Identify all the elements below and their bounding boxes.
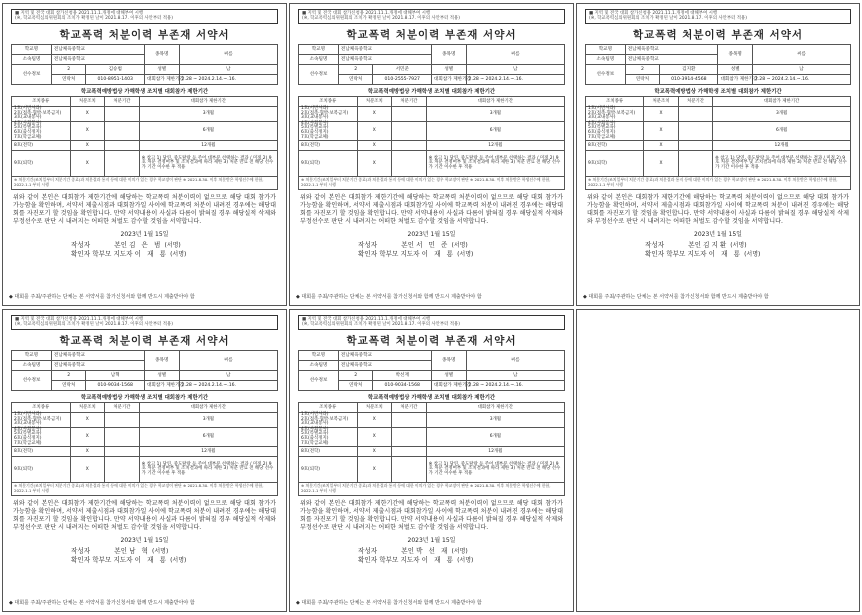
eligibility-value: 2.28 ~ 2024.2.14.~.16.: [466, 380, 564, 390]
confirm-line: 확인자 학부모 지도자 이 재 룡 (서명): [71, 556, 187, 565]
player-info-label: 선수정보: [12, 64, 52, 84]
school-label: 학교명: [299, 350, 339, 360]
limit-value-3: 12개월: [139, 141, 277, 151]
gender-value: 남: [752, 64, 850, 74]
limit-value-3: 12개월: [426, 141, 564, 151]
grade-value: 2: [51, 64, 86, 74]
document-title: 학교폭력 처분이력 부존재 서약서: [346, 334, 517, 347]
pledge-date: 2023년 1월 15일: [407, 230, 456, 238]
gender-label: 성별: [431, 64, 466, 74]
contact-value: 010-9034-1568: [86, 380, 145, 390]
limit-note: ※ 참고 1) 당연, 중도탈락 등 주어 대부분 선택하는 결과 / 미정 2) 9호 처분 결정여부 및 조치결과에 따라 제한 3) 처분 만료 전 해당 선수가 기간 이수한 후 적용: [713, 151, 851, 177]
limit-value-2: 6개월: [426, 121, 564, 140]
contact-value: 010-2555-7927: [373, 74, 432, 84]
player-name: 김지환: [660, 64, 718, 74]
contact-value: 010-8951-1403: [86, 74, 145, 84]
doc-card-3: [576, 3, 860, 306]
header-line-2: (※, 학교폭력심의위원회의 조치가 확정된 날이 2021.8.17. 이후의 사안부터 적용): [15, 16, 173, 22]
writer-line: 작성자 본인 김지환 (서명): [645, 240, 747, 249]
gender-value: 남: [179, 64, 277, 74]
signature-block: [11, 547, 278, 566]
table-footnote: ※ 처분기간(조치일부터 처분기간 종료)과 처분결과 통지 등에 대한 이의가 있는 경우 학교장이 판단 ※ 2021.8.30. 이후 처분받은 학생선수에 한함, 2022.1.1 부터 시행: [298, 483, 565, 495]
coach-signature: 이 재 룡: [134, 250, 168, 259]
grade-value: 2: [338, 64, 373, 74]
measure-row-9: 9호(퇴학): [299, 457, 358, 483]
limit-note: ※ 참고 1) 당연, 중도탈락 등 주어 대부분 선택하는 결과 / 미정 2) 9호 처분 결정여부 및 조치결과에 따라 제한 3) 처분 만료 전 해당 선수가 기간 이수한 후 적용: [139, 457, 277, 483]
player-info-table: [11, 44, 278, 85]
confirm-line: 확인자 학부모 지도자 이 재 룡 (서명): [358, 250, 474, 259]
measure-row-9: 9호(퇴학): [299, 151, 358, 177]
signature-block: [585, 241, 851, 260]
col-disposition: 처분조치: [644, 96, 678, 106]
player-name: 김승범: [86, 64, 145, 74]
school-label: 학교명: [586, 44, 626, 54]
affiliation-label: 소속팀명: [12, 54, 52, 64]
limit-table-title: 학교폭력예방법상 가해학생 조치별 대회참가 제한기간: [654, 88, 782, 95]
player-info-label: 선수정보: [299, 370, 339, 390]
measure-group-2: 4호(사회봉사) 5호(특별교육) 6호(출석정지) 7호(학급교체): [299, 121, 358, 140]
document-title: 학교폭력 처분이력 부존재 서약서: [633, 28, 803, 41]
submission-note: ◆ 대회를 주최/주관하는 단체는 본 서약서를 참가신청서와 함께 반드시 제출받아야 함: [9, 294, 195, 300]
sport-label: 종목명: [144, 44, 179, 64]
limit-value-1: 3개월: [713, 106, 851, 121]
grade-value: 2: [51, 370, 86, 380]
eligibility-value: 2.28 ~ 2024.2.14.~.16.: [179, 380, 277, 390]
submission-note: ◆ 대회를 주최/주관하는 단체는 본 서약서를 참가신청서와 함께 반드시 제출받아야 함: [583, 294, 769, 300]
submission-note: ◆ 대회를 주최/주관하는 단체는 본 서약서를 참가신청서와 함께 반드시 제출받아야 함: [9, 600, 195, 606]
limit-value-1: 3개월: [139, 412, 277, 427]
school-value: 전남체육중학교: [338, 44, 431, 54]
school-value: 전남체육중학교: [338, 350, 431, 360]
player-info-table: [298, 350, 565, 391]
contact-label: 연락처: [338, 74, 373, 84]
sport-value: 씨름: [466, 350, 564, 370]
gender-label: 성별: [144, 370, 179, 380]
limit-note: ※ 참고 1) 당연, 중도탈락 등 주어 대부분 선택하는 결과 / 미정 2) 9호 처분 결정여부 및 조치결과에 따라 제한 3) 처분 만료 전 해당 선수가 기간 이수한 후 적용: [426, 151, 564, 177]
player-info-table: [298, 44, 565, 85]
gender-value: 남: [179, 370, 277, 380]
confirm-line: 확인자 학부모 지도자 이 재 룡 (서명): [358, 556, 474, 565]
sport-label: 종목명: [431, 350, 466, 370]
confirm-line: 확인자 학부모 지도자 이 재 룡 (서명): [645, 250, 761, 259]
limit-value-1: 3개월: [426, 106, 564, 121]
limit-value-2: 6개월: [139, 427, 277, 446]
limit-value-1: 3개월: [426, 412, 564, 427]
coach-signature: 이 재 룡: [421, 556, 455, 565]
table-footnote: ※ 처분기간(조치일부터 처분기간 종료)과 처분결과 통지 등에 대한 이의가 있는 경우 학교장이 판단 ※ 2021.8.30. 이후 처분받은 학생선수에 한함, 2022.1.1 부터 시행: [11, 177, 278, 189]
measure-group-2: 4호(사회봉사) 5호(특별교육) 6호(출석정지) 7호(학급교체): [12, 427, 71, 446]
col-limit: 대회참가 제한기간: [426, 96, 564, 106]
player-info-table: [585, 44, 851, 85]
gender-value: 남: [466, 370, 564, 380]
disposition-mark-1: X: [357, 412, 392, 427]
contact-label: 연락처: [51, 380, 86, 390]
limit-table-title: 학교폭력예방법상 가해학생 조치별 대회참가 제한기간: [367, 394, 496, 401]
doc-card-4: [2, 309, 287, 612]
form-header: [11, 9, 278, 24]
player-info-label: 선수정보: [12, 370, 52, 390]
eligibility-label: 대회참가 제한기간: [144, 74, 179, 84]
pledge-date: 2023년 1월 15일: [407, 536, 456, 544]
school-value: 전남체육중학교: [625, 44, 718, 54]
document-title: 학교폭력 처분이력 부존재 서약서: [59, 28, 230, 41]
disposition-mark-4: X: [70, 457, 105, 483]
writer-signature: 남 혁: [129, 546, 150, 555]
header-line-1: ■ 지역 및 전국 대회 참가신청용 2021.11.1.개정에 대해부여 시행: [15, 317, 144, 322]
limit-value-2: 6개월: [713, 121, 851, 140]
header-line-1: ■ 지역 및 전국 대회 참가신청용 2021.11.1.개정에 대해부여 시행: [15, 11, 144, 16]
measure-group-2: 4호(사회봉사) 5호(특별교육) 6호(출석정지) 7호(학급교체): [299, 427, 358, 446]
col-measure: 조치종류: [586, 96, 644, 106]
header-line-1: ■ 지역 및 전국 대회 참가신청용 2021.11.1.개정에 대해부여 시행: [589, 11, 718, 16]
limit-value-3: 12개월: [426, 447, 564, 457]
disposition-mark-3: X: [70, 447, 105, 457]
col-measure: 조치종류: [299, 402, 358, 412]
limit-table: [298, 96, 565, 177]
pledge-body: 위와 같이 본인은 대회참가 제한기간에 해당하는 학교폭력 처분이력이 없으므로 해당 대회 참가가 가능함을 확인하며, 서약서 제출시점과 대회참가일 사이에 학교폭력 처분이 내려진 경우에는 해당대회를 자진포기 할 것임을 확인합니다. 만약 서약내용이 사실과 다름이 밝혀질 경우 해당실적 삭제와 부정선수로 판단 시 내려지는 어떠한 처벌도 감수할 것임을 서약합니다.: [300, 499, 563, 532]
col-disposition: 처분조치: [357, 402, 392, 412]
col-period: 처분기간: [105, 402, 140, 412]
table-footnote: ※ 처분기간(조치일부터 처분기간 종료)과 처분결과 통지 등에 대한 이의가 있는 경우 학교장이 판단 ※ 2021.8.30. 이후 처분받은 학생선수에 한함, 2022.1.1 부터 시행: [585, 177, 851, 189]
col-period: 처분기간: [392, 96, 427, 106]
limit-table: [11, 402, 278, 483]
player-info-label: 선수정보: [586, 64, 626, 84]
submission-note: ◆ 대회를 주최/주관하는 단체는 본 서약서를 참가신청서와 함께 반드시 제출받아야 함: [296, 600, 482, 606]
contact-value: 010-9034-1568: [373, 380, 432, 390]
sport-label: 종목명: [431, 44, 466, 64]
coach-signature: 이 재 룡: [421, 250, 455, 259]
measure-row-9: 9호(퇴학): [586, 151, 644, 177]
affiliation-label: 소속팀명: [299, 360, 339, 370]
document-title: 학교폭력 처분이력 부존재 서약서: [59, 334, 230, 347]
writer-signature: 박 선 재: [416, 546, 450, 555]
affiliation-value: 전남체육중학교: [625, 54, 718, 64]
disposition-mark-3: X: [70, 141, 105, 151]
sport-value: 씨름: [179, 44, 277, 64]
form-header: [298, 315, 565, 330]
gender-value: 남: [466, 64, 564, 74]
header-line-2: (※, 학교폭력심의위원회의 조치가 확정된 날이 2021.8.17. 이후의 사안부터 적용): [302, 322, 460, 328]
contact-label: 연락처: [51, 74, 86, 84]
disposition-mark-4: X: [357, 457, 392, 483]
player-info-label: 선수정보: [299, 64, 339, 84]
disposition-mark-4: X: [644, 151, 678, 177]
writer-signature: 김지환: [703, 240, 729, 249]
limit-table: [11, 96, 278, 177]
limit-table-title: 학교폭력예방법상 가해학생 조치별 대회참가 제한기간: [367, 88, 496, 95]
pledge-date: 2023년 1월 15일: [120, 230, 169, 238]
header-line-2: (※, 학교폭력심의위원회의 조치가 확정된 날이 2021.8.17. 이후의 사안부터 적용): [589, 16, 747, 22]
header-line-2: (※, 학교폭력심의위원회의 조치가 확정된 날이 2021.8.17. 이후의 사안부터 적용): [302, 16, 460, 22]
limit-value-2: 6개월: [426, 427, 564, 446]
limit-note: ※ 참고 1) 당연, 중도탈락 등 주어 대부분 선택하는 결과 / 미정 2) 9호 처분 결정여부 및 조치결과에 따라 제한 3) 처분 만료 전 해당 선수가 기간 이수한 후 적용: [139, 151, 277, 177]
sport-value: 씨름: [466, 44, 564, 64]
affiliation-value: 전남체육중학교: [51, 54, 144, 64]
writer-line: 작성자 본인 박 선 재 (서명): [358, 546, 468, 555]
measure-group-1: 1호(서면사과) 2호(접촉·협박·보복금지) 3호(교내봉사): [299, 106, 358, 121]
measure-group-2: 4호(사회봉사) 5호(특별교육) 6호(출석정지) 7호(학급교체): [586, 121, 644, 140]
form-header: [298, 9, 565, 24]
affiliation-value: 전남체육중학교: [338, 54, 431, 64]
pledge-document: [298, 315, 565, 566]
pledge-document: [298, 9, 565, 260]
affiliation-value: 전남체육중학교: [51, 360, 144, 370]
signature-block: [298, 547, 565, 566]
eligibility-value: 2.28 ~ 2024.2.14.~.16.: [466, 74, 564, 84]
coach-signature: 이 재 룡: [134, 556, 168, 565]
player-name: 남혁: [86, 370, 145, 380]
pledge-body: 위와 같이 본인은 대회참가 제한기간에 해당하는 학교폭력 처분이력이 없으므로 해당 대회 참가가 가능함을 확인하며, 서약서 제출시점과 대회참가일 사이에 학교폭력 처분이 내려진 경우에는 해당대회를 자진포기 할 것임을 확인합니다. 만약 서약내용이 사실과 다름이 밝혀질 경우 해당실적 삭제와 부정선수로 판단 시 내려지는 어떠한 처벌도 감수할 것임을 서약합니다.: [13, 193, 276, 226]
col-period: 처분기간: [678, 96, 712, 106]
limit-note: ※ 참고 1) 당연, 중도탈락 등 주어 대부분 선택하는 결과 / 미정 2) 9호 처분 결정여부 및 조치결과에 따라 제한 3) 처분 만료 전 해당 선수가 기간 이수한 후 적용: [426, 457, 564, 483]
disposition-mark-4: X: [70, 151, 105, 177]
disposition-mark-4: X: [357, 151, 392, 177]
measure-group-1: 1호(서면사과) 2호(접촉·협박·보복금지) 3호(교내봉사): [12, 106, 71, 121]
empty-card: [576, 309, 860, 612]
eligibility-label: 대회참가 제한기간: [718, 74, 752, 84]
eligibility-label: 대회참가 제한기간: [431, 74, 466, 84]
pledge-body: 위와 같이 본인은 대회참가 제한기간에 해당하는 학교폭력 처분이력이 없으므로 해당 대회 참가가 가능함을 확인하며, 서약서 제출시점과 대회참가일 사이에 학교폭력 처분이 내려진 경우에는 해당대회를 자진포기 할 것임을 확인합니다. 만약 서약내용이 사실과 다름이 밝혀질 경우 해당실적 삭제와 부정선수로 판단 시 내려지는 어떠한 처벌도 감수할 것임을 서약합니다.: [587, 193, 849, 226]
pledge-document: [585, 9, 851, 260]
player-name: 박선재: [373, 370, 432, 380]
signature-block: [11, 241, 278, 260]
limit-value-1: 3개월: [139, 106, 277, 121]
disposition-mark-2: X: [357, 427, 392, 446]
col-limit: 대회참가 제한기간: [713, 96, 851, 106]
header-line-1: ■ 지역 및 전국 대회 참가신청용 2021.11.1.개정에 대해부여 시행: [302, 11, 431, 16]
contact-value: 010-3914-4568: [660, 74, 718, 84]
school-label: 학교명: [299, 44, 339, 54]
player-info-table: [11, 350, 278, 391]
disposition-mark-2: X: [644, 121, 678, 140]
measure-row-9: 9호(퇴학): [12, 457, 71, 483]
gender-label: 성별: [718, 64, 752, 74]
form-header: [585, 9, 851, 24]
sport-label: 종목명: [718, 44, 752, 64]
col-limit: 대회참가 제한기간: [139, 402, 277, 412]
col-limit: 대회참가 제한기간: [139, 96, 277, 106]
eligibility-value: 2.28 ~ 2024.2.14.~.16.: [179, 74, 277, 84]
measure-group-1: 1호(서면사과) 2호(접촉·협박·보복금지) 3호(교내봉사): [299, 412, 358, 427]
submission-note: ◆ 대회를 주최/주관하는 단체는 본 서약서를 참가신청서와 함께 반드시 제출받아야 함: [296, 294, 482, 300]
limit-value-3: 12개월: [713, 141, 851, 151]
measure-group-2: 4호(사회봉사) 5호(특별교육) 6호(출석정지) 7호(학급교체): [12, 121, 71, 140]
sport-value: 씨름: [752, 44, 850, 64]
affiliation-label: 소속팀명: [299, 54, 339, 64]
contact-label: 연락처: [338, 380, 373, 390]
measure-row-8: 8호(전학): [299, 447, 358, 457]
affiliation-label: 소속팀명: [586, 54, 626, 64]
writer-line: 작성자 본인 남 혁 (서명): [71, 546, 169, 555]
disposition-mark-3: X: [357, 141, 392, 151]
pledge-date: 2023년 1월 15일: [120, 536, 169, 544]
pledge-body: 위와 같이 본인은 대회참가 제한기간에 해당하는 학교폭력 처분이력이 없으므로 해당 대회 참가가 가능함을 확인하며, 서약서 제출시점과 대회참가일 사이에 학교폭력 처분이 내려진 경우에는 해당대회를 자진포기 할 것임을 확인합니다. 만약 서약내용이 사실과 다름이 밝혀질 경우 해당실적 삭제와 부정선수로 판단 시 내려지는 어떠한 처벌도 감수할 것임을 서약합니다.: [13, 499, 276, 532]
eligibility-label: 대회참가 제한기간: [431, 380, 466, 390]
doc-card-2: [289, 3, 574, 306]
col-disposition: 처분조치: [357, 96, 392, 106]
contact-label: 연락처: [625, 74, 659, 84]
writer-line: 작성자 본인 김 은 범 (서명): [71, 240, 181, 249]
col-disposition: 처분조치: [70, 96, 105, 106]
col-disposition: 처분조치: [70, 402, 105, 412]
table-footnote: ※ 처분기간(조치일부터 처분기간 종료)과 처분결과 통지 등에 대한 이의가 있는 경우 학교장이 판단 ※ 2021.8.30. 이후 처분받은 학생선수에 한함, 2022.1.1 부터 시행: [11, 483, 278, 495]
signature-block: [298, 241, 565, 260]
limit-value-2: 6개월: [139, 121, 277, 140]
pledge-body: 위와 같이 본인은 대회참가 제한기간에 해당하는 학교폭력 처분이력이 없으므로 해당 대회 참가가 가능함을 확인하며, 서약서 제출시점과 대회참가일 사이에 학교폭력 처분이 내려진 경우에는 해당대회를 자진포기 할 것임을 확인합니다. 만약 서약내용이 사실과 다름이 밝혀질 경우 해당실적 삭제와 부정선수로 판단 시 내려지는 어떠한 처벌도 감수할 것임을 서약합니다.: [300, 193, 563, 226]
grade-value: 2: [625, 64, 659, 74]
sport-value: 씨름: [179, 350, 277, 370]
doc-card-5: [289, 309, 574, 612]
eligibility-value: 2.28 ~ 2024.2.14.~.16.: [752, 74, 850, 84]
writer-line: 작성자 본인 서 민 준 (서명): [358, 240, 468, 249]
measure-row-9: 9호(퇴학): [12, 151, 71, 177]
limit-table: [298, 402, 565, 483]
school-value: 전남체육중학교: [51, 350, 144, 360]
form-header: [11, 315, 278, 330]
disposition-mark-3: X: [644, 141, 678, 151]
gender-label: 성별: [144, 64, 179, 74]
doc-card-1: [2, 3, 287, 306]
measure-group-1: 1호(서면사과) 2호(접촉·협박·보복금지) 3호(교내봉사): [586, 106, 644, 121]
player-name: 서민준: [373, 64, 432, 74]
document-title: 학교폭력 처분이력 부존재 서약서: [346, 28, 517, 41]
col-period: 처분기간: [392, 402, 427, 412]
measure-row-8: 8호(전학): [12, 141, 71, 151]
disposition-mark-1: X: [70, 412, 105, 427]
disposition-mark-2: X: [70, 121, 105, 140]
limit-table-title: 학교폭력예방법상 가해학생 조치별 대회참가 제한기간: [80, 88, 209, 95]
col-limit: 대회참가 제한기간: [426, 402, 564, 412]
disposition-mark-1: X: [357, 106, 392, 121]
writer-signature: 김 은 범: [129, 240, 163, 249]
pledge-date: 2023년 1월 15일: [694, 230, 742, 238]
eligibility-label: 대회참가 제한기간: [144, 380, 179, 390]
measure-row-8: 8호(전학): [299, 141, 358, 151]
measure-row-8: 8호(전학): [12, 447, 71, 457]
pledge-document: [11, 315, 278, 566]
affiliation-value: 전남체육중학교: [338, 360, 431, 370]
disposition-mark-3: X: [357, 447, 392, 457]
coach-signature: 이 재 룡: [708, 250, 742, 259]
col-period: 처분기간: [105, 96, 140, 106]
measure-row-8: 8호(전학): [586, 141, 644, 151]
col-measure: 조치종류: [12, 402, 71, 412]
school-label: 학교명: [12, 350, 52, 360]
grade-value: 2: [338, 370, 373, 380]
header-line-2: (※, 학교폭력심의위원회의 조치가 확정된 날이 2021.8.17. 이후의 사안부터 적용): [15, 322, 173, 328]
school-label: 학교명: [12, 44, 52, 54]
limit-table-title: 학교폭력예방법상 가해학생 조치별 대회참가 제한기간: [80, 394, 209, 401]
col-measure: 조치종류: [12, 96, 71, 106]
disposition-mark-1: X: [644, 106, 678, 121]
table-footnote: ※ 처분기간(조치일부터 처분기간 종료)과 처분결과 통지 등에 대한 이의가 있는 경우 학교장이 판단 ※ 2021.8.30. 이후 처분받은 학생선수에 한함, 2022.1.1 부터 시행: [298, 177, 565, 189]
gender-label: 성별: [431, 370, 466, 380]
confirm-line: 확인자 학부모 지도자 이 재 룡 (서명): [71, 250, 187, 259]
disposition-mark-2: X: [357, 121, 392, 140]
col-measure: 조치종류: [299, 96, 358, 106]
header-line-1: ■ 지역 및 전국 대회 참가신청용 2021.11.1.개정에 대해부여 시행: [302, 317, 431, 322]
sport-label: 종목명: [144, 350, 179, 370]
pledge-document: [11, 9, 278, 260]
limit-value-3: 12개월: [139, 447, 277, 457]
disposition-mark-2: X: [70, 427, 105, 446]
writer-signature: 서 민 준: [416, 240, 450, 249]
disposition-mark-1: X: [70, 106, 105, 121]
affiliation-label: 소속팀명: [12, 360, 52, 370]
limit-table: [585, 96, 851, 177]
school-value: 전남체육중학교: [51, 44, 144, 54]
measure-group-1: 1호(서면사과) 2호(접촉·협박·보복금지) 3호(교내봉사): [12, 412, 71, 427]
